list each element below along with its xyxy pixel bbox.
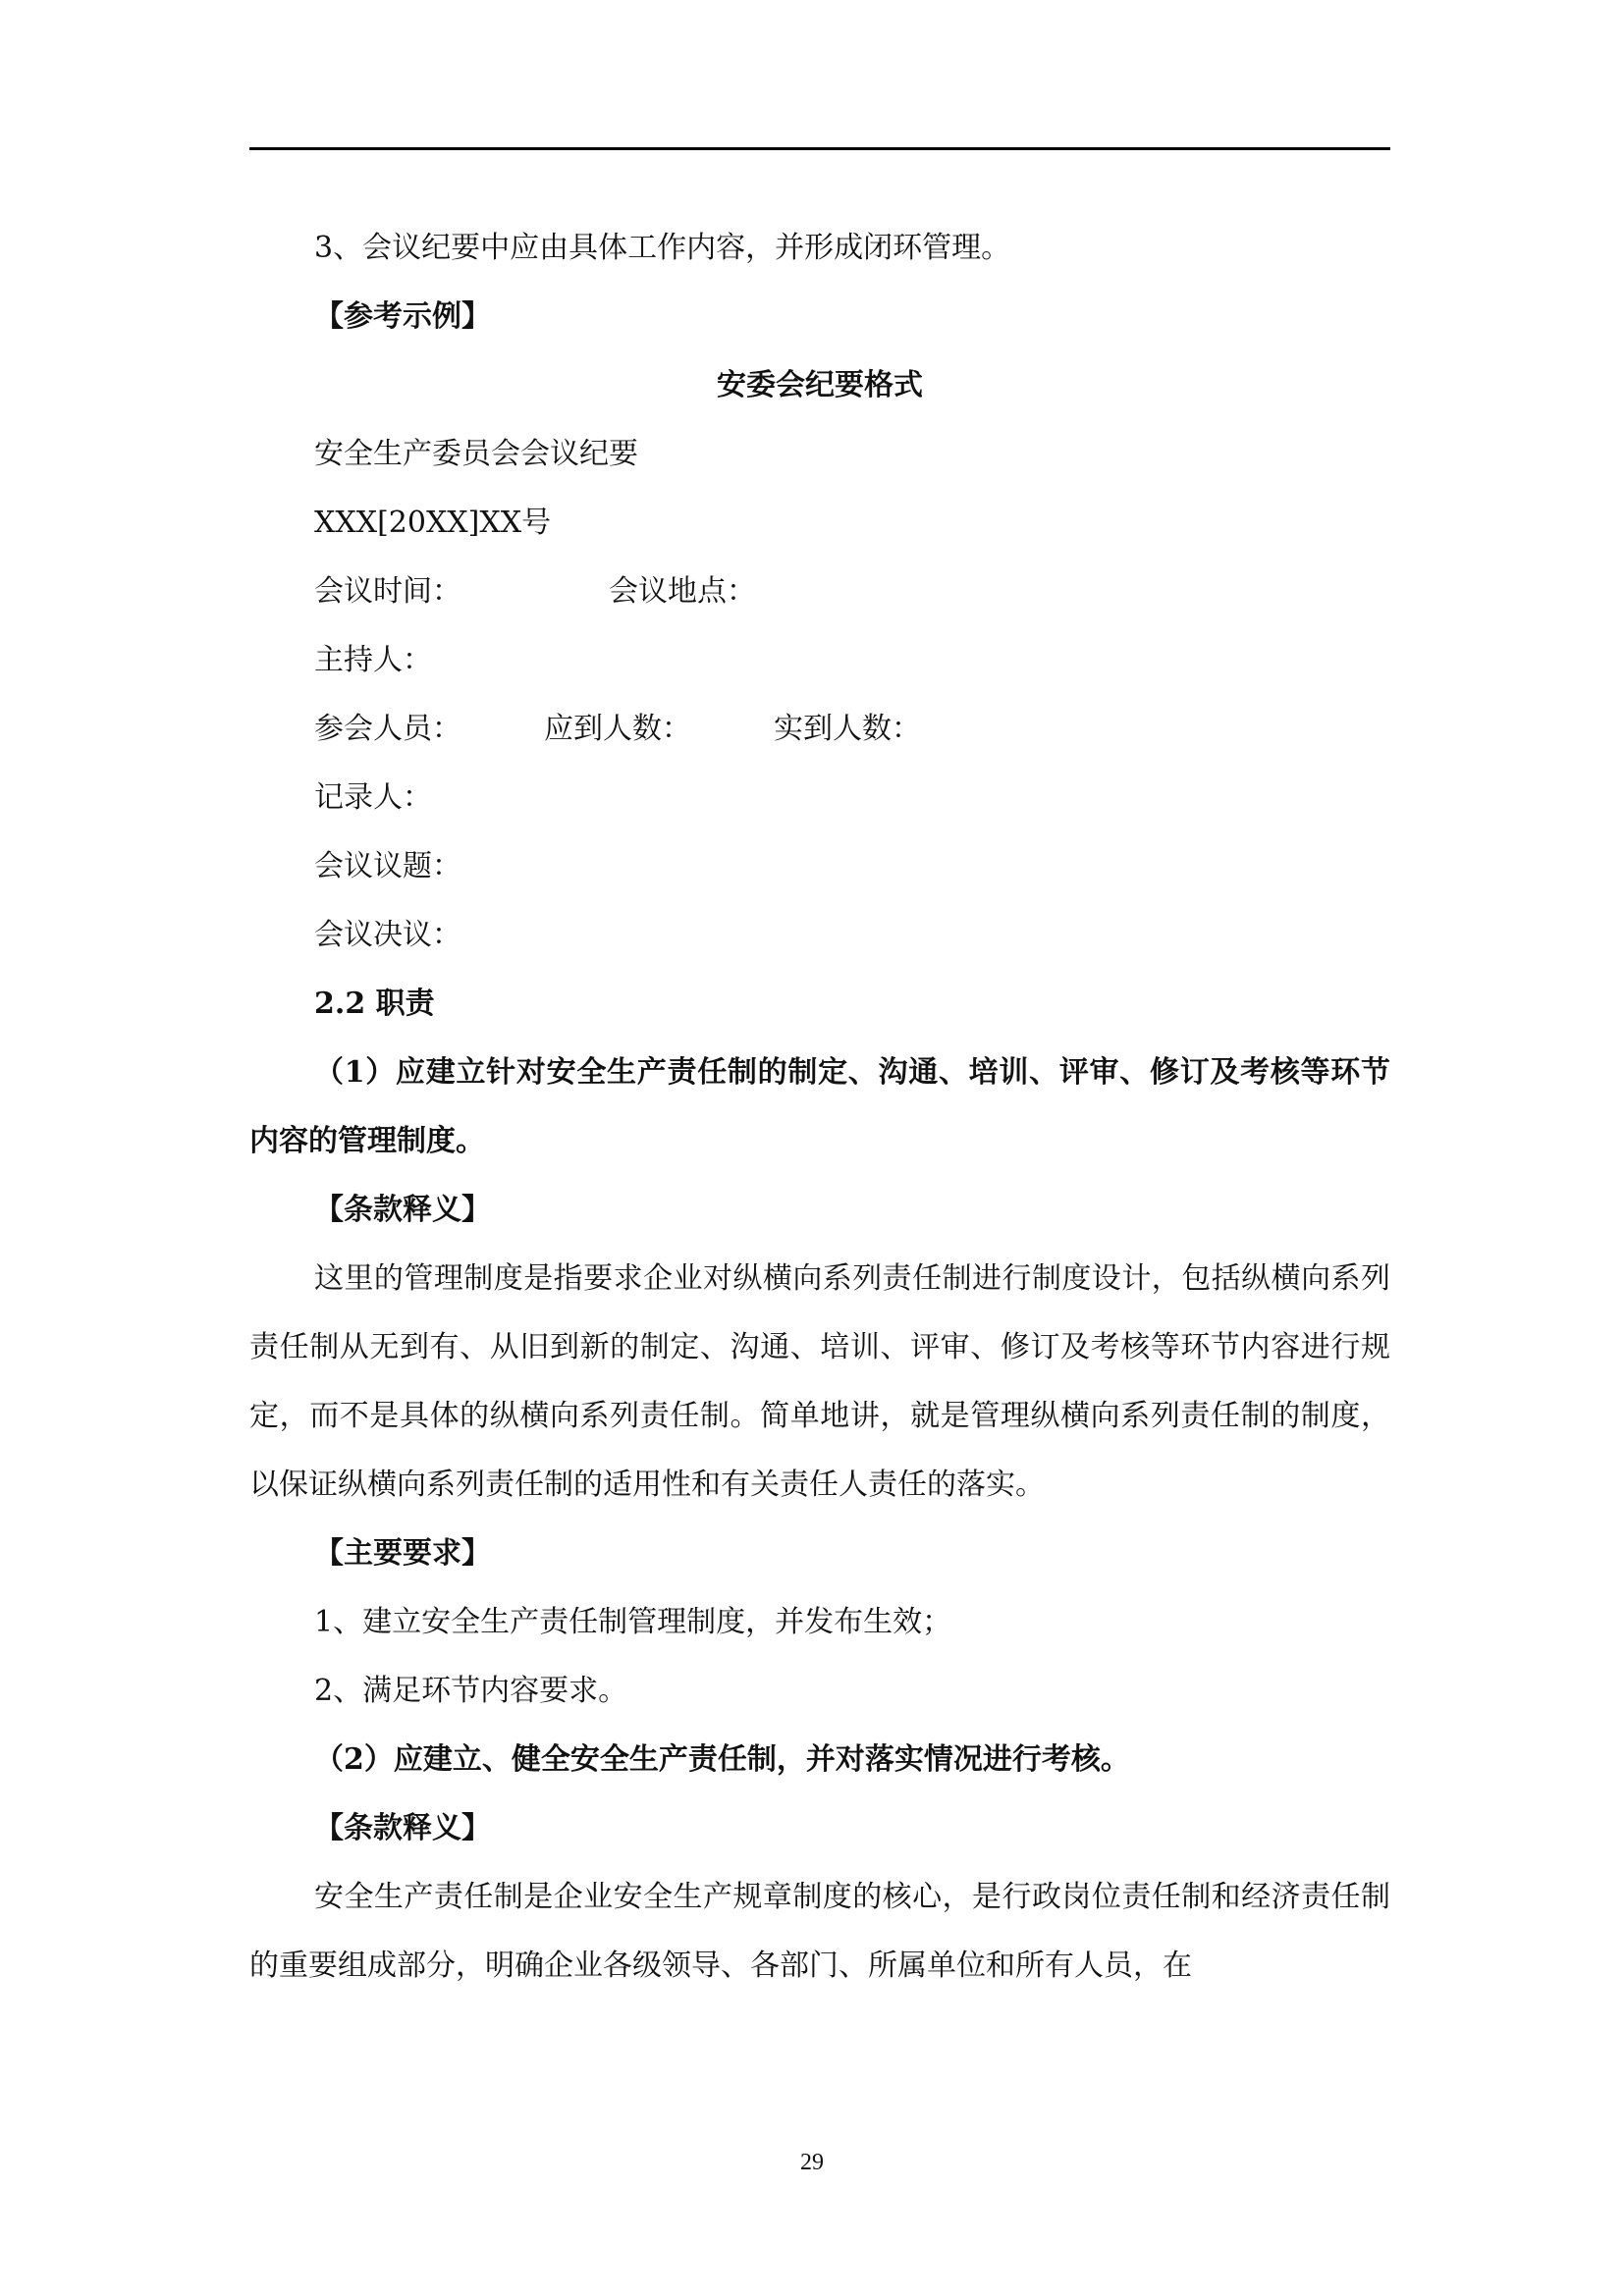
requirement-1: 1、建立安全生产责任制管理制度，并发布生效；	[314, 1605, 952, 1639]
document-body	[249, 214, 1390, 2001]
clause-1: （1）应建立针对安全生产责任制的制定、沟通、培训、评审、修订及考核等环节内容的管理制度。	[249, 1055, 1390, 1158]
meeting-time-label: 会议时间：	[314, 574, 461, 609]
resolution-label: 会议决议：	[314, 918, 461, 952]
document-number: XXX[20XX]XX号	[314, 506, 552, 540]
meeting-time-place-row	[249, 558, 1390, 626]
section-heading: 2.2 职责	[314, 987, 435, 1021]
main-requirements-heading: 【主要要求】	[314, 1536, 491, 1571]
recorder-label: 记录人：	[314, 780, 432, 815]
requirement-item-3: 3、会议纪要中应由具体工作内容，并形成闭环管理。	[314, 231, 1011, 265]
actual-count-label: 实到人数：	[774, 712, 921, 746]
topic-label: 会议议题：	[314, 849, 461, 883]
clause-interpretation-text-1: 这里的管理制度是指要求企业对纵横向系列责任制进行制度设计，包括纵横向系列责任制从无到有、从旧到新的制定、沟通、培训、评审、修订及考核等环节内容进行规定，而不是具体的纵横向系列责任制。简单地讲，就是管理纵横向系列责任制的制度，以保证纵横向系列责任制的适用性和有关责任人责任的落实。	[249, 1261, 1390, 1502]
clause-interpretation-text-2: 安全生产责任制是企业安全生产规章制度的核心，是行政岗位责任制和经济责任制的重要组成部分，明确企业各级领导、各部门、所属单位和所有人员，在	[249, 1880, 1390, 1983]
page-number: 29	[800, 2150, 824, 2175]
clause-2: （2）应建立、健全安全生产责任制，并对落实情况进行考核。	[314, 1742, 1130, 1777]
minutes-title: 安全生产委员会会议纪要	[314, 437, 638, 471]
expected-count-label: 应到人数：	[544, 712, 691, 746]
requirement-2: 2、满足环节内容要求。	[314, 1674, 628, 1708]
header-rule	[249, 147, 1390, 150]
attendees-label: 参会人员：	[314, 712, 461, 746]
clause-interpretation-heading-1: 【条款释义】	[314, 1193, 491, 1227]
reference-example-heading: 【参考示例】	[314, 299, 491, 334]
host-label: 主持人：	[314, 643, 432, 677]
meeting-place-label: 会议地点：	[609, 574, 756, 609]
clause-interpretation-heading-2: 【条款释义】	[314, 1811, 491, 1845]
attendees-row	[249, 695, 1390, 764]
format-title: 安委会纪要格式	[717, 368, 923, 402]
